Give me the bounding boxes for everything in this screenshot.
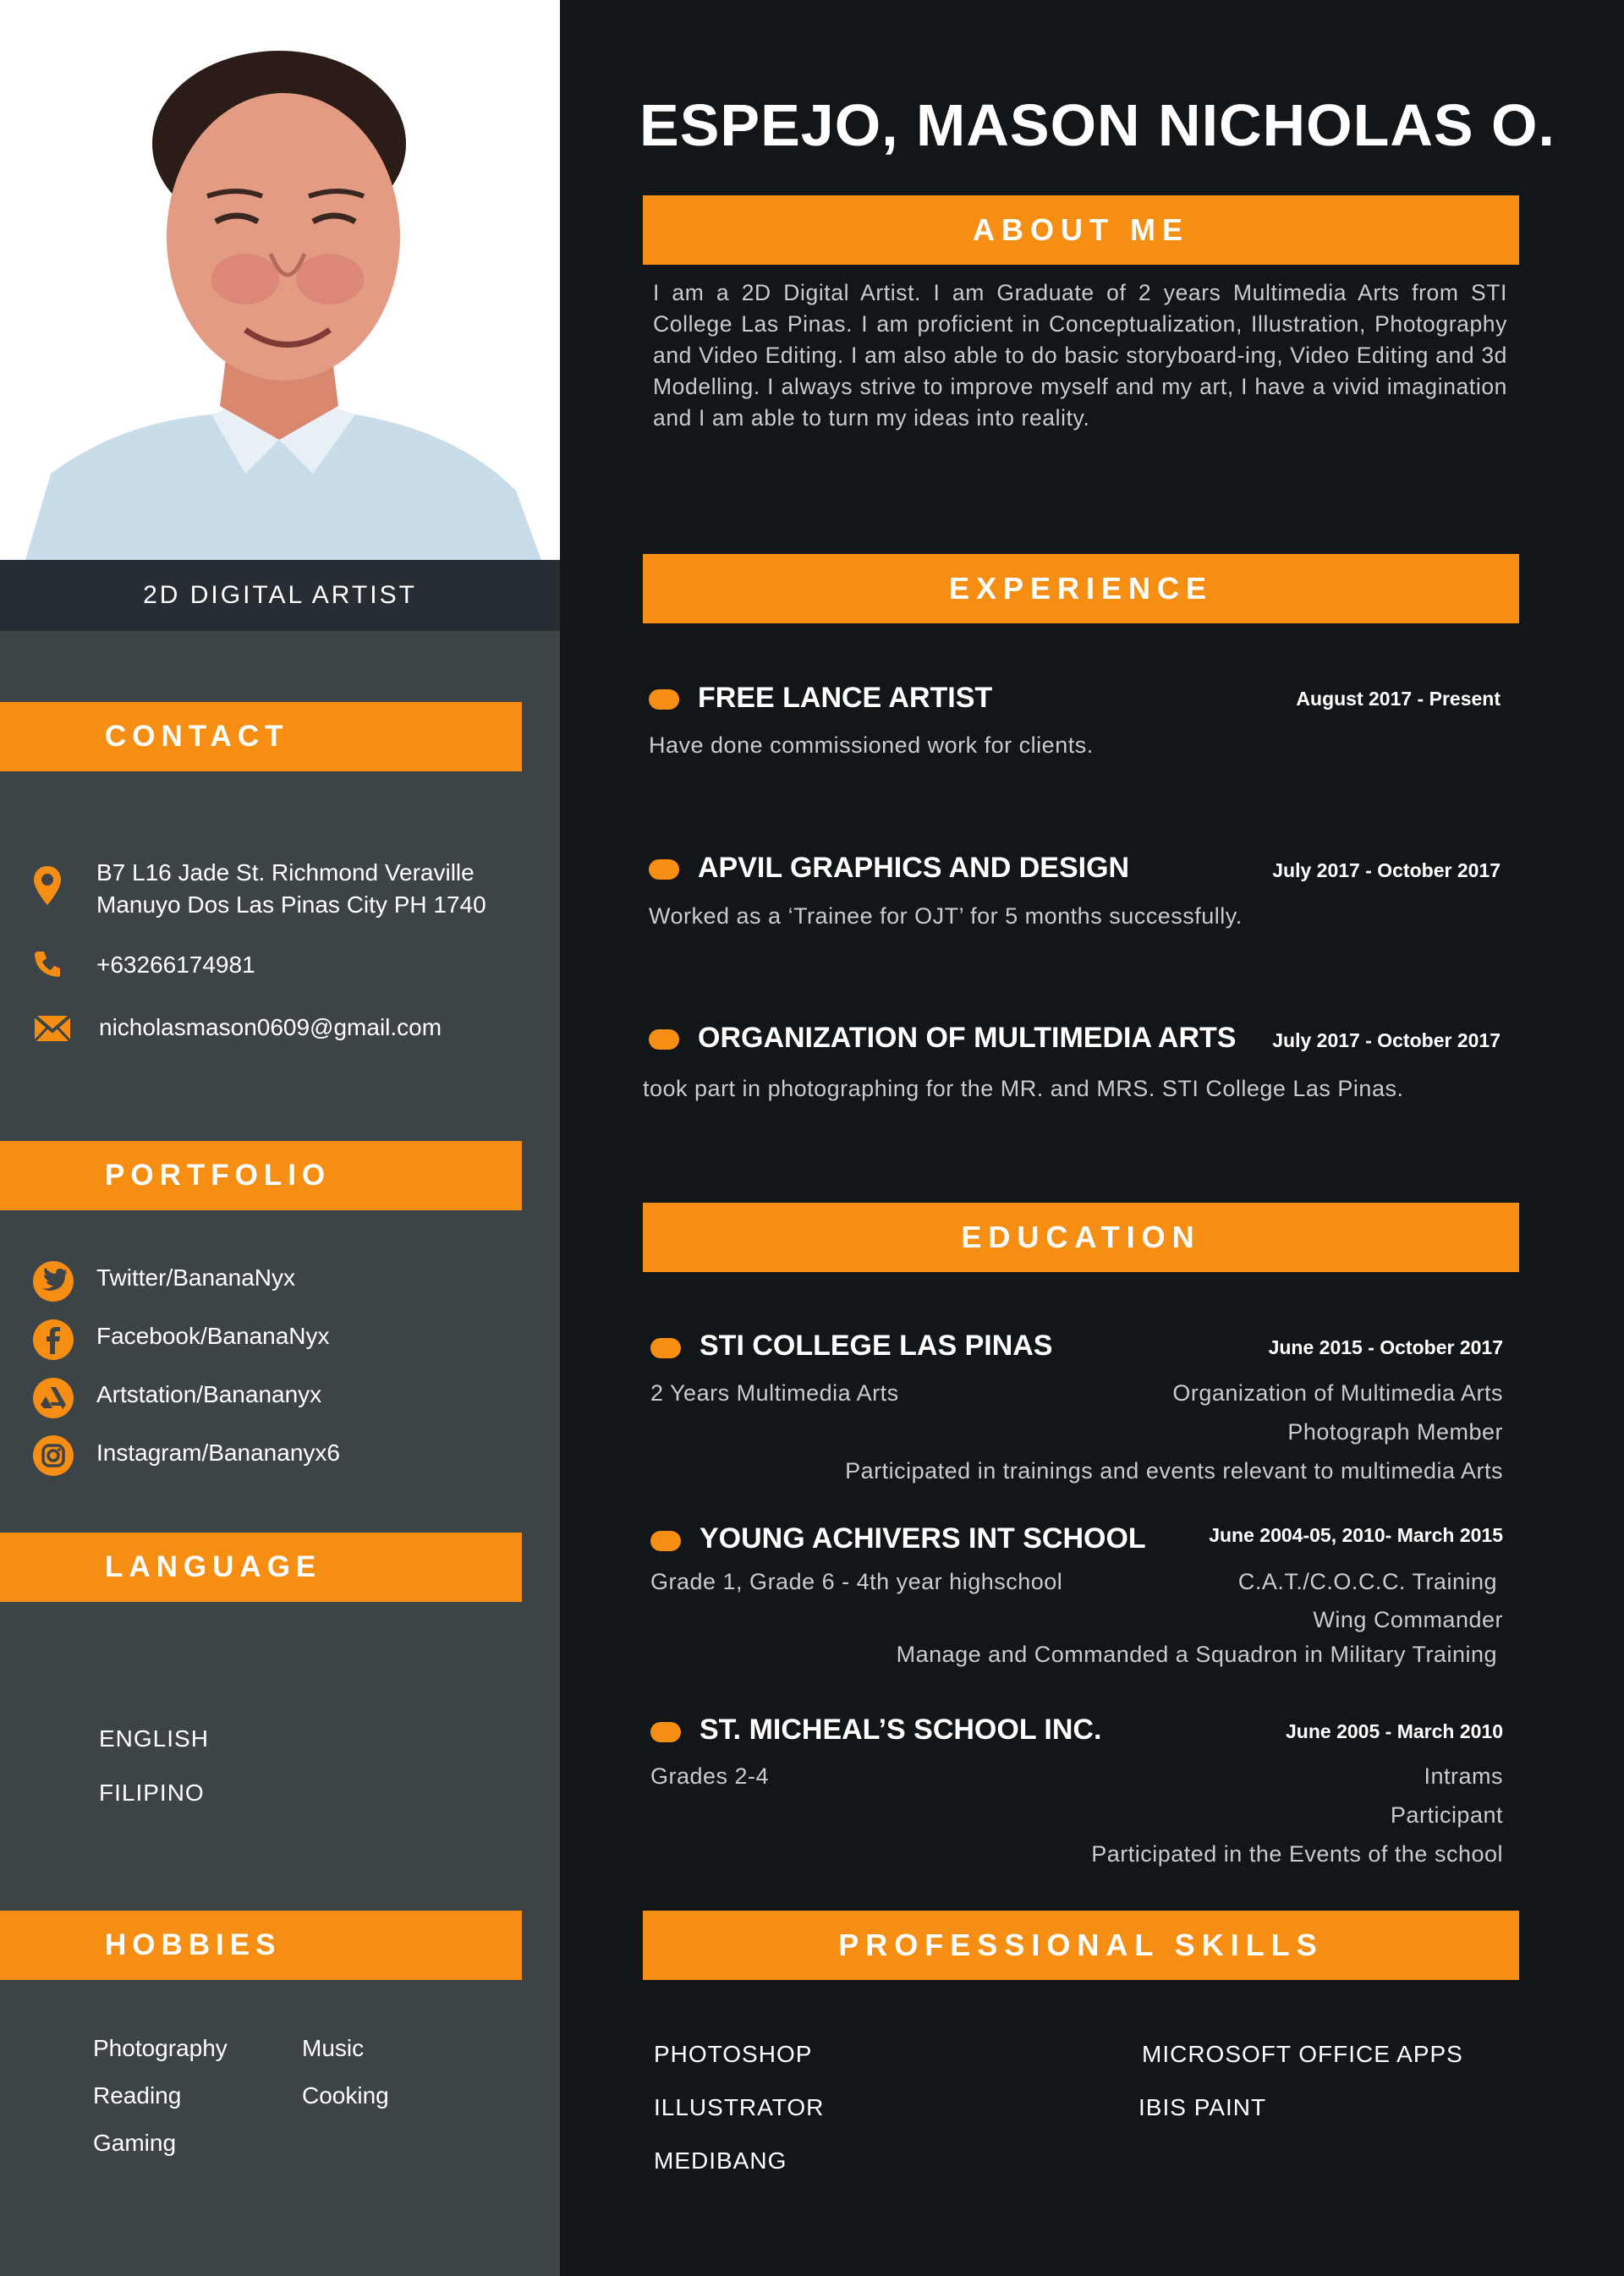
- about-text: I am a 2D Digital Artist. I am Graduate of 2 years Multimedia Arts from STI College Las Pinas. I am proficient in Conceptualization, Illustration, Photography and Video Editing. I am also able to do basic storyboard-ing, Video Editing and 3d Modelling. I always strive to improve myself and my art, I have a vivid imagination and I am able to turn my ideas into reality.: [653, 280, 1507, 431]
- hobby-item: Cooking: [302, 2082, 389, 2109]
- portfolio-header-label: PORTFOLIO: [105, 1159, 332, 1192]
- education-date: June 2015 - October 2017: [1268, 1336, 1503, 1358]
- education-level: Grade 1, Grade 6 - 4th year highschool: [650, 1569, 1063, 1594]
- education-school: STI COLLEGE LAS PINAS: [700, 1330, 1053, 1362]
- location-pin-icon: [32, 864, 63, 907]
- education-date: June 2005 - March 2010: [1286, 1720, 1503, 1742]
- role-bar: [0, 560, 560, 631]
- education-note: C.A.T./C.O.C.C. Training: [1237, 1569, 1497, 1594]
- education-note: Participant: [1390, 1802, 1503, 1828]
- about-header: [643, 195, 1519, 265]
- portfolio-twitter[interactable]: Twitter/BananaNyx: [96, 1264, 295, 1291]
- language-header: [0, 1533, 522, 1602]
- bullet-dot: [649, 689, 679, 710]
- education-header: [643, 1203, 1519, 1272]
- contact-header-label: CONTACT: [105, 720, 289, 753]
- portfolio-artstation[interactable]: Artstation/Banananyx: [96, 1381, 322, 1407]
- about-header-label: ABOUT ME: [973, 212, 1189, 247]
- experience-header-label: EXPERIENCE: [948, 571, 1214, 606]
- education-note: Manage and Commanded a Squadron in Military Training: [896, 1642, 1497, 1667]
- experience-date: August 2017 - Present: [1296, 688, 1501, 710]
- language-header-label: LANGUAGE: [105, 1550, 322, 1583]
- artstation-icon: [32, 1377, 74, 1419]
- hobby-item: Reading: [93, 2082, 182, 2109]
- experience-date: July 2017 - October 2017: [1272, 1029, 1501, 1051]
- experience-desc: took part in photographing for the MR. and MRS. STI College Las Pinas.: [643, 1076, 1404, 1101]
- education-level: Grades 2-4: [650, 1763, 770, 1789]
- education-note: Participated in trainings and events relevant to multimedia Arts: [845, 1458, 1503, 1484]
- education-note: Participated in the Events of the school: [1091, 1841, 1503, 1867]
- phone-number[interactable]: +63266174981: [96, 952, 255, 978]
- hobbies-header-label: HOBBIES: [105, 1928, 282, 1961]
- experience-title: ORGANIZATION OF MULTIMEDIA ARTS: [698, 1022, 1237, 1054]
- experience-date: July 2017 - October 2017: [1272, 859, 1501, 881]
- skill-item: MEDIBANG: [654, 2147, 787, 2174]
- address-line2: Manuyo Dos Las Pinas City PH 1740: [96, 891, 486, 918]
- twitter-icon: [32, 1260, 74, 1303]
- skill-item: PHOTOSHOP: [654, 2041, 813, 2067]
- education-school: ST. MICHEAL’S SCHOOL INC.: [700, 1714, 1102, 1746]
- bullet-dot: [649, 1029, 679, 1050]
- skills-header-label: PROFESSIONAL SKILLS: [838, 1928, 1324, 1962]
- language-item: ENGLISH: [99, 1725, 209, 1752]
- bullet-dot: [650, 1722, 681, 1742]
- skill-item: IBIS PAINT: [1138, 2094, 1267, 2120]
- instagram-icon: [32, 1434, 74, 1477]
- left-column: [0, 0, 560, 2276]
- education-date: June 2004-05, 2010- March 2015: [1209, 1524, 1503, 1546]
- education-note: Wing Commander: [1313, 1607, 1503, 1632]
- mail-icon: [34, 1015, 71, 1042]
- experience-header: [643, 554, 1519, 623]
- page-title: ESPEJO, MASON NICHOLAS O.: [639, 92, 1555, 158]
- experience-desc: Worked as a ‘Trainee for OJT’ for 5 months successfully.: [649, 903, 1243, 929]
- hobby-item: Gaming: [93, 2130, 177, 2156]
- experience-title: APVIL GRAPHICS AND DESIGN: [698, 852, 1130, 884]
- education-note: Photograph Member: [1287, 1419, 1503, 1445]
- portfolio-facebook[interactable]: Facebook/BananaNyx: [96, 1323, 330, 1349]
- bullet-dot: [649, 859, 679, 880]
- phone-icon: [32, 949, 63, 979]
- role-title: 2D DIGITAL ARTIST: [143, 581, 417, 609]
- hobbies-header: [0, 1911, 522, 1980]
- email-address[interactable]: nicholasmason0609@gmail.com: [99, 1014, 442, 1040]
- address-line1: B7 L16 Jade St. Richmond Veraville: [96, 859, 475, 886]
- education-note: Intrams: [1424, 1763, 1503, 1789]
- experience-title: FREE LANCE ARTIST: [698, 682, 993, 714]
- education-note: Organization of Multimedia Arts: [1172, 1380, 1503, 1406]
- education-school: YOUNG ACHIVERS INT SCHOOL: [700, 1522, 1146, 1555]
- skill-item: MICROSOFT OFFICE APPS: [1142, 2041, 1463, 2067]
- education-level: 2 Years Multimedia Arts: [650, 1380, 899, 1406]
- facebook-icon: [32, 1319, 74, 1361]
- skills-header: [643, 1911, 1519, 1980]
- profile-photo: [0, 0, 560, 560]
- experience-desc: Have done commissioned work for clients.: [649, 732, 1094, 758]
- portfolio-header: [0, 1141, 522, 1210]
- bullet-dot: [650, 1531, 681, 1551]
- skill-item: ILLUSTRATOR: [654, 2094, 825, 2120]
- education-header-label: EDUCATION: [961, 1220, 1201, 1254]
- hobby-item: Music: [302, 2035, 365, 2061]
- bullet-dot: [650, 1338, 681, 1358]
- language-item: FILIPINO: [99, 1780, 205, 1806]
- contact-header: [0, 702, 522, 771]
- hobby-item: Photography: [93, 2035, 228, 2061]
- portfolio-instagram[interactable]: Instagram/Banananyx6: [96, 1440, 340, 1466]
